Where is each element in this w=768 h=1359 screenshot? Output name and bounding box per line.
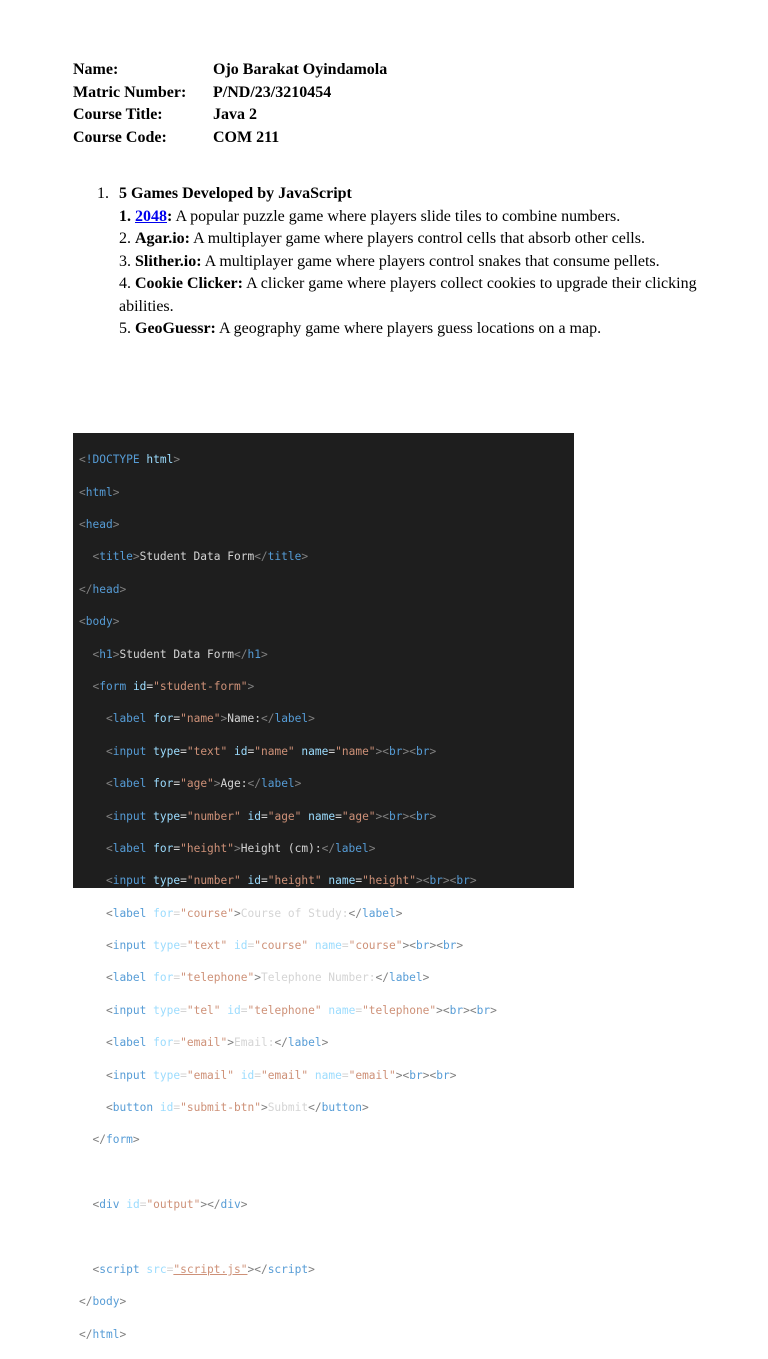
code-line: </form> — [92, 1133, 140, 1147]
question-title-text: 5 Games Developed by JavaScript — [119, 185, 352, 202]
course-code-value: COM 211 — [213, 128, 280, 146]
question-title — [119, 183, 727, 206]
item-name: GeoGuessr: — [135, 320, 216, 337]
code-line: <script src="script.js"></script> — [92, 1262, 315, 1276]
course-code-label: Course Code: — [73, 128, 167, 146]
item-number: 2. — [119, 230, 131, 247]
code-line: <head> — [79, 517, 120, 531]
code-line: <input type="text" id="course" name="course"><br><br> — [105, 939, 464, 953]
question-number: 1. — [97, 185, 109, 202]
code-line — [79, 1230, 574, 1246]
item-name: Agar.io: — [135, 230, 190, 247]
item-desc: A popular puzzle game where players slide tiles to combine numbers. — [172, 207, 621, 225]
list-item — [119, 318, 727, 341]
item-name: Slither.io: — [135, 252, 202, 270]
item-desc: A geography game where players guess locations on a map. — [215, 320, 602, 337]
code-screenshot — [73, 433, 574, 1341]
code-line: <label for="email">Email:</label> — [105, 1036, 329, 1050]
question-list — [97, 183, 727, 341]
item-number: 3. — [119, 252, 131, 270]
list-item — [119, 206, 727, 229]
matric-value: P/ND/23/3210454 — [213, 83, 332, 101]
code-line: <label for="telephone">Telephone Number:</label> — [105, 971, 430, 985]
item-colon: : — [167, 207, 173, 225]
code-line — [79, 1165, 574, 1181]
code-line: <input type="text" id="name" name="name"><br><br> — [105, 744, 437, 758]
item-number: 1. — [119, 207, 131, 225]
course-title-label: Course Title: — [73, 106, 163, 123]
course-title-row — [73, 104, 387, 127]
list-item — [119, 273, 727, 318]
code-line: <form id="student-form"> — [92, 679, 255, 693]
list-item — [119, 228, 727, 251]
code-line: <div id="output"></div> — [92, 1198, 248, 1212]
code-line: <label for="height">Height (cm):</label> — [105, 841, 376, 855]
code-line: </head> — [79, 582, 127, 596]
code-line: <h1>Student Data Form</h1> — [92, 647, 268, 661]
item-desc: A multiplayer game where players control cells that absorb other cells. — [189, 230, 645, 247]
item-desc: A multiplayer game where players control snakes that consume pellets. — [201, 252, 660, 270]
code-line: <html> — [79, 485, 120, 499]
game-link-2048[interactable]: 2048 — [135, 207, 167, 225]
item-name: Cookie Clicker: — [135, 275, 243, 292]
item-number: 4. — [119, 275, 131, 292]
code-line: <input type="tel" id="telephone" name="telephone"><br><br> — [105, 1003, 497, 1017]
code-line: <input type="email" id="email" name="email"><br><br> — [105, 1068, 457, 1082]
course-title-value: Java 2 — [213, 106, 257, 123]
code-line: <!DOCTYPE html> — [79, 453, 181, 467]
matric-label: Matric Number: — [73, 83, 187, 101]
name-row — [73, 59, 387, 82]
item-desc: A clicker game where players collect cookies to upgrade their clicking abilities. — [119, 275, 697, 315]
code-line: <body> — [79, 615, 120, 629]
code-line: <title>Student Data Form</title> — [92, 550, 309, 564]
name-value: Ojo Barakat Oyindamola — [213, 61, 388, 78]
matric-row — [73, 82, 387, 105]
code-line: </html> — [79, 1327, 127, 1341]
question-body — [119, 183, 727, 341]
course-code-row — [73, 127, 387, 150]
code-line: <input type="number" id="age" name="age"><br><br> — [105, 809, 437, 823]
item-number: 5. — [119, 320, 131, 337]
code-line: <label for="name">Name:</label> — [105, 712, 315, 726]
code-line: <label for="age">Age:</label> — [105, 777, 302, 791]
code-line: <button id="submit-btn">Submit</button> — [105, 1101, 369, 1115]
code-line: </body> — [79, 1295, 127, 1309]
name-label: Name: — [73, 61, 119, 78]
list-item — [119, 251, 727, 274]
code-line: <input type="number" id="height" name="height"><br><br> — [105, 874, 477, 888]
student-info — [73, 59, 387, 149]
code-line: <label for="course">Course of Study:</label> — [105, 906, 403, 920]
